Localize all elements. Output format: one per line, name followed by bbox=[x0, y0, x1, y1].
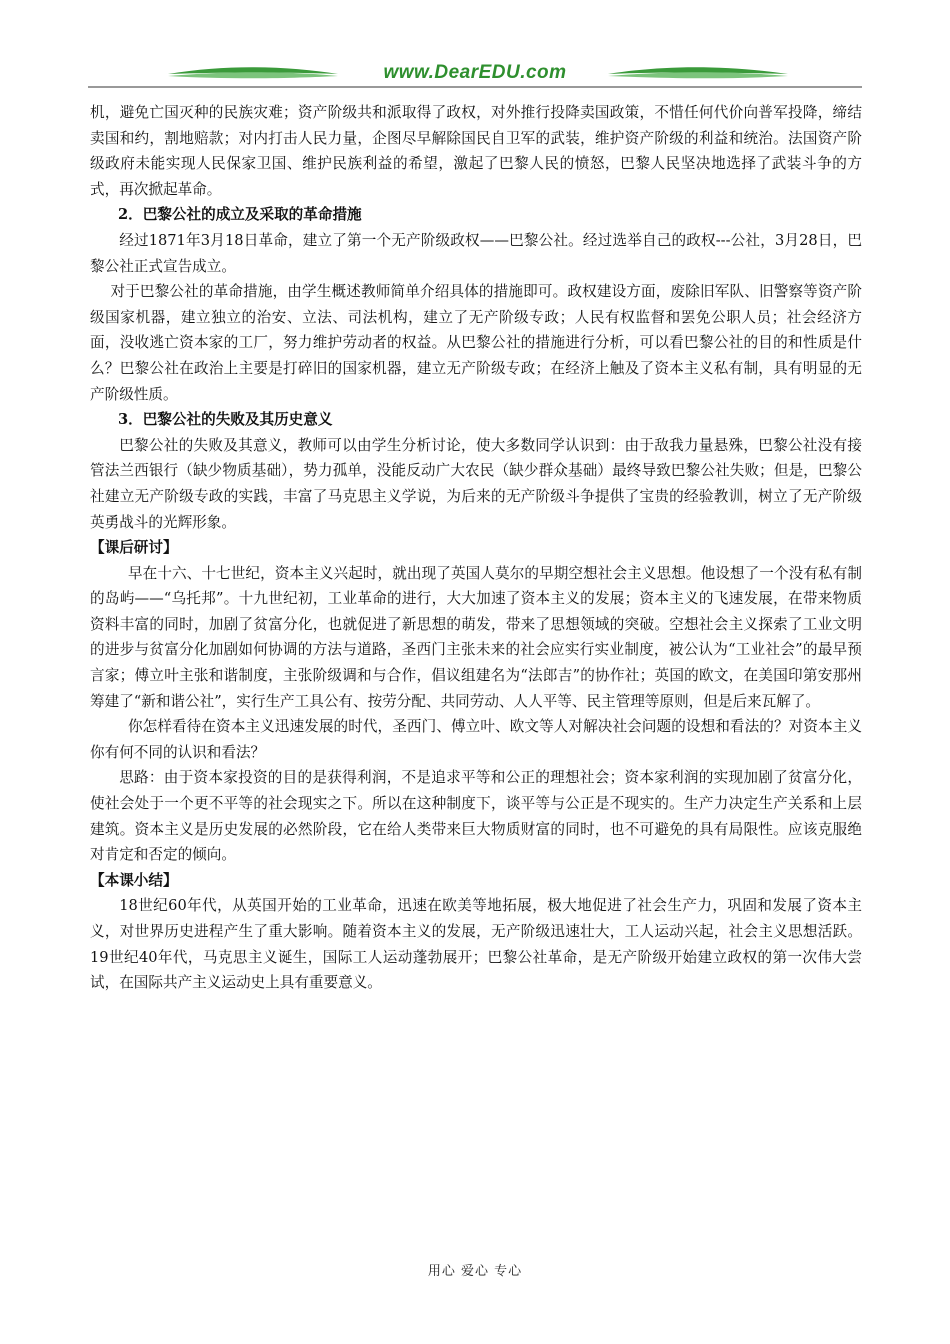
subsection-heading: 2．巴黎公社的成立及采取的革命措施 bbox=[118, 206, 362, 224]
paragraph: 思路：由于资本家投资的目的是获得利润，不是追求平等和公正的理想社会；资本家利润的实现加剧了贫富分化，使社会处于一个更不平等的社会现实之下。所以在这种制度下，谈平等与公正是不现实的。生产力决定生产关系和上层建筑。资本主义是历史发展的必然阶段，它在给人类带来巨大物质财富的同时，也不可避免的具有局限性。应该克服绝对肯定和否定的倾向。 bbox=[90, 769, 862, 864]
paragraph: 经过1871年3月18日革命，建立了第一个无产阶级政权——巴黎公社。经过选举自己的政权---公社，3月28日，巴黎公社正式宣告成立。 bbox=[90, 231, 862, 275]
section-heading: 【课后研讨】 bbox=[90, 539, 178, 557]
paragraph: 机，避免亡国灭种的民族灾难；资产阶级共和派取得了政权，对外推行投降卖国政策，不惜任何代价向普军投降，缔结卖国和约，割地赔款；对内打击人民力量，企图尽早解除国民自卫军的武装，维护资产阶级的利益和统治。法国资产阶级政府未能实现人民保家卫国、维护民族利益的希望，激起了巴黎人民的愤怒，巴黎人民坚决地选择了武装斗争的方式，再次掀起革命。 bbox=[90, 104, 862, 198]
paragraph: 巴黎公社的失败及其意义，教师可以由学生分析讨论，使大多数同学认识到：由于敌我力量悬殊，巴黎公社没有接管法兰西银行（缺少物质基础），势力孤单，没能反动广大农民（缺少群众基础）最终导致巴黎公社失败；但是，巴黎公社建立无产阶级专政的实践，丰富了马克思主义学说，为后来的无产阶级斗争提供了宝贵的经验教训，树立了无产阶级英勇战斗的光辉形象。 bbox=[90, 436, 862, 531]
paragraph: 对于巴黎公社的革命措施，由学生概述教师简单介绍具体的措施即可。政权建设方面，废除旧军队、旧警察等资产阶级国家机器，建立独立的治安、立法、司法机构，建立了无产阶级专政；人民有权监督和罢免公职人员；社会经济方面，没收逃亡资本家的工厂，努力维护劳动者的权益。从巴黎公社的措施进行分析，可以看巴黎公社的目的和性质是什么？巴黎公社在政治上主要是打碎旧的国家机器，建立无产阶级专政；在经济上触及了资本主义私有制，具有明显的无产阶级性质。 bbox=[90, 283, 862, 403]
paragraph: 18世纪60年代，从英国开始的工业革命，迅速在欧美等地拓展，极大地促进了社会生产力，巩固和发展了资本主义，对世界历史进程产生了重大影响。随着资本主义的发展，无产阶级迅速壮大，工人运动兴起，社会主义思想活跃。19世纪40年代，马克思主义诞生，国际工人运动蓬勃展开；巴黎公社革命，是无产阶级开始建立政权的第一次伟大尝试，在国际共产主义运动史上具有重要意义。 bbox=[90, 897, 862, 992]
section-heading: 【本课小结】 bbox=[90, 871, 178, 889]
document-body bbox=[90, 100, 862, 996]
paragraph: 你怎样看待在资本主义迅速发展的时代，圣西门、傅立叶、欧文等人对解决社会问题的设想和看法的？对资本主义你有何不同的认识和看法？ bbox=[90, 718, 862, 761]
site-logo-text: www.DearEDU.com bbox=[383, 62, 567, 83]
page-header bbox=[88, 60, 862, 90]
paragraph: 早在十六、十七世纪，资本主义兴起时，就出现了英国人莫尔的早期空想社会主义思想。他设想了一个没有私有制的岛屿——“乌托邦”。十九世纪初，工业革命的进行，大大加速了资本主义的发展；资本主义的飞速发展，在带来物质资料丰富的同时，加剧了贫富分化，也就促进了新思想的萌发，带来了思想领域的突破。空想社会主义探索了工业文明的进步与贫富分化加剧如何协调的方法与道路，圣西门主张未来的社会应实行实业制度，被公认为“工业社会”的最早预言家；傅立叶主张和谐制度，主张阶级调和与合作，倡议组建名为“法郎吉”的协作社；英国的欧文，在美国印第安那州筹建了“新和谐公社”，实行生产工具公有、按劳分配、共同劳动、人人平等、民主管理等原则，但是后来瓦解了。 bbox=[90, 564, 862, 710]
subsection-heading: 3．巴黎公社的失败及其历史意义 bbox=[118, 411, 333, 429]
page-footer: 用心 爱心 专心 bbox=[427, 1264, 523, 1279]
